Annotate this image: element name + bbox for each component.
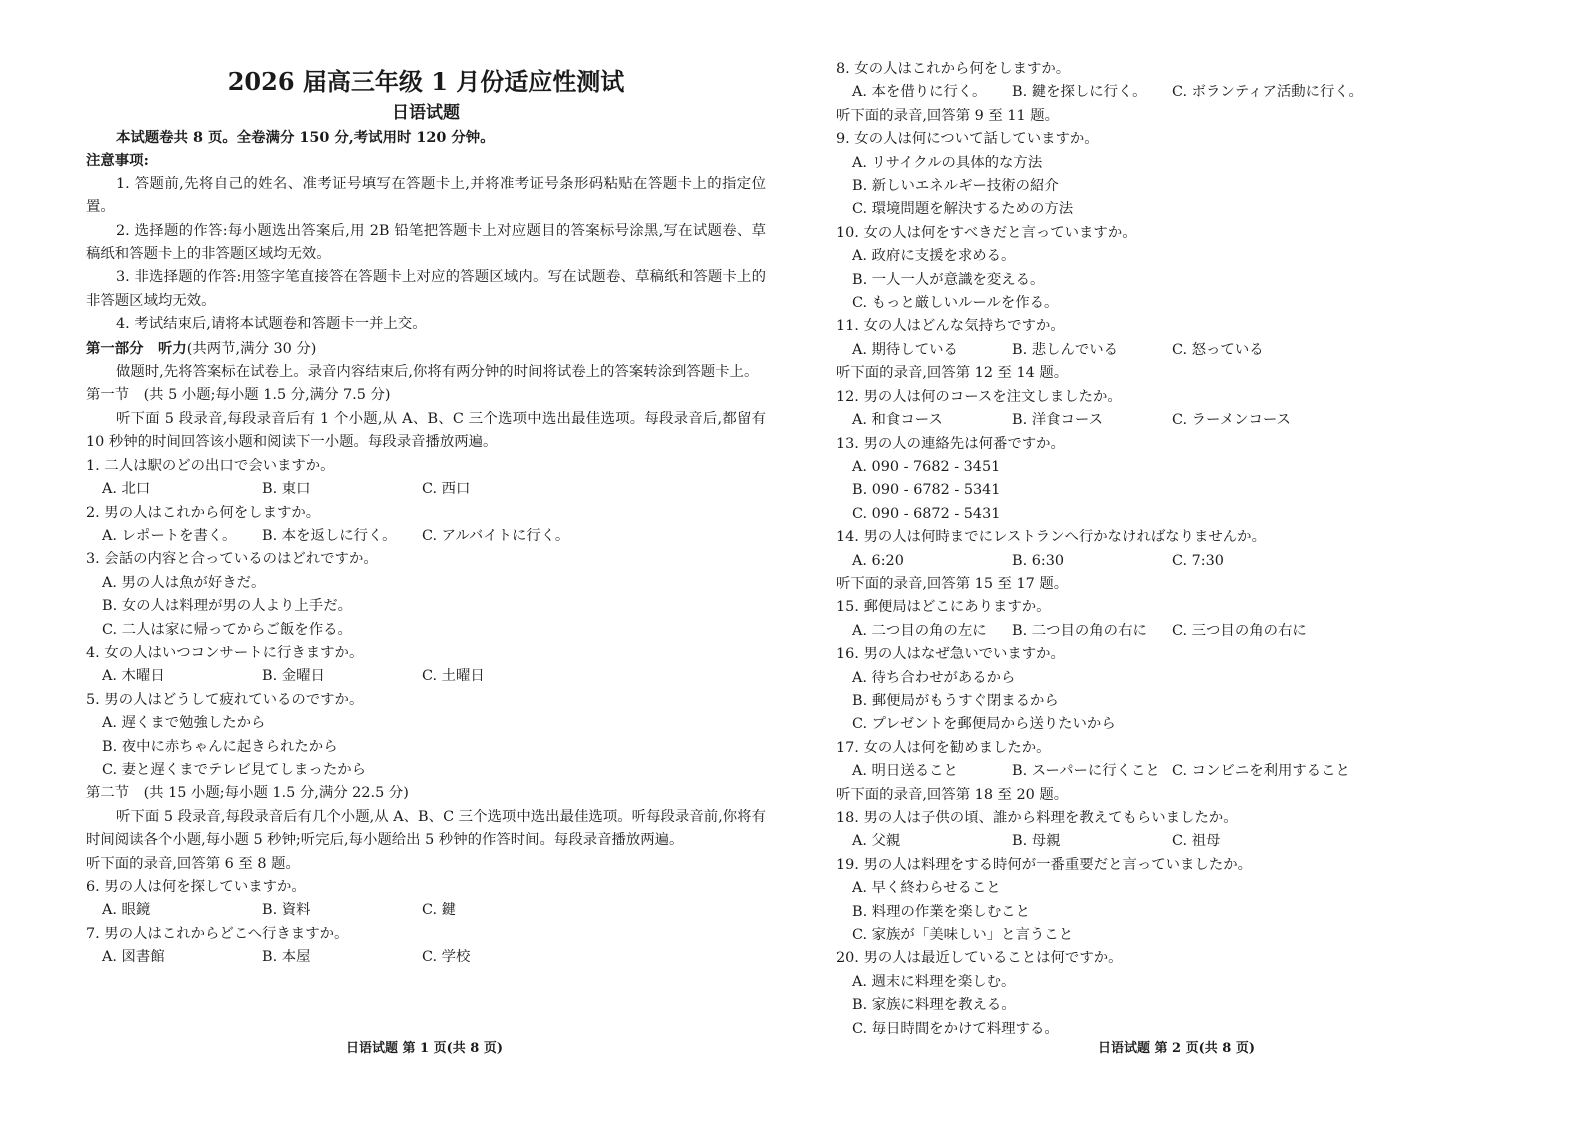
option-a: A. 遅くまで勉強したから: [102, 715, 266, 732]
question-2: 2. 男の人はこれから何をしますか。: [86, 504, 321, 521]
option-b: B. 新しいエネルギー技術の紹介: [852, 178, 1059, 195]
notice-heading: 注意事项:: [86, 152, 149, 170]
option-b: B. 鍵を探しに行く。: [1012, 84, 1147, 101]
option-c: C. 鍵: [422, 902, 457, 919]
option-c: C. 妻と遅くまでテレビ見てしまったから: [102, 761, 367, 778]
notice-item: 4. 考试结束后,请将本试题卷和答题卡一并上交。: [116, 316, 427, 333]
group-instruction: 听下面的录音,回答第 6 至 8 题。: [86, 855, 300, 872]
question-1-options: [86, 478, 766, 501]
question-18-options: [836, 830, 1516, 853]
question-14: 14. 男の人は何時までにレストランへ行かなければなりませんか。: [836, 529, 1266, 546]
group-instruction: 听下面的录音,回答第 18 至 20 题。: [836, 786, 1069, 803]
question-11-options: [836, 339, 1516, 362]
option-b: B. 郵便局がもうすぐ閉まるから: [852, 692, 1059, 709]
question-9: 9. 女の人は何について話していますか。: [836, 131, 1099, 148]
question-6-options: [86, 899, 766, 922]
option-a: A. 父親: [852, 833, 901, 850]
option-a: A. 木曜日: [102, 668, 165, 685]
question-4: 4. 女の人はいつコンサートに行きますか。: [86, 644, 364, 661]
page-1-column: [86, 58, 766, 970]
option-b: B. 本屋: [262, 949, 311, 966]
question-11: 11. 女の人はどんな気持ちですか。: [836, 318, 1065, 335]
section1-heading: 第一节 (共 5 小题;每小题 1.5 分,满分 7.5 分): [86, 387, 391, 404]
option-b: B. 家族に料理を教える。: [852, 997, 1016, 1014]
question-4-options: [86, 665, 766, 688]
question-16: 16. 男の人はなぜ急いでいますか。: [836, 646, 1065, 663]
option-a: A. リサイクルの具体的な方法: [852, 154, 1043, 171]
option-a: A. 明日送ること: [852, 763, 958, 780]
option-c: C. 環境問題を解決するための方法: [852, 201, 1074, 218]
option-a: A. 二つ目の角の左に: [852, 622, 987, 639]
question-3: 3. 会話の内容と合っているのはどれですか。: [86, 551, 378, 568]
notice-item: 1. 答题前,先将自己的姓名、准考证号填写在答题卡上,并将准考证号条形码粘贴在答题卡上的指定位置。: [86, 175, 766, 216]
exam-subtitle: 日语试题: [392, 103, 460, 123]
option-c: C. アルバイトに行く。: [422, 527, 570, 544]
page-2-column: [836, 58, 1516, 1041]
part1-heading: 第一部分 听力: [86, 339, 187, 357]
question-5: 5. 男の人はどうして疲れているのですか。: [86, 691, 364, 708]
option-a: A. 政府に支援を求める。: [852, 248, 1016, 265]
part1-note: (共两节,满分 30 分): [186, 340, 317, 357]
option-a: A. 図書館: [102, 949, 165, 966]
question-17: 17. 女の人は何を勧めましたか。: [836, 739, 1051, 756]
group-instruction: 听下面的录音,回答第 9 至 11 题。: [836, 107, 1060, 124]
question-20: 20. 男の人は最近していることは何ですか。: [836, 950, 1123, 967]
option-a: A. 090 - 7682 - 3451: [852, 458, 1001, 475]
option-c: C. 三つ目の角の右に: [1172, 622, 1307, 639]
option-c: C. 西口: [422, 481, 471, 498]
question-12-options: [836, 409, 1516, 432]
question-19: 19. 男の人は料理をする時何が一番重要だと言っていましたか。: [836, 856, 1253, 873]
option-b: B. 母親: [1012, 833, 1061, 850]
question-17-options: [836, 760, 1516, 783]
question-13: 13. 男の人の連絡先は何番ですか。: [836, 435, 1065, 452]
option-b: B. 東口: [262, 481, 311, 498]
page-1-footer: 日语试题 第 1 页(共 8 页): [346, 1041, 504, 1056]
question-2-options: [86, 525, 766, 548]
notice-item: 3. 非选择题的作答:用签字笔直接答在答题卡上对应的答题区域内。写在试题卷、草稿纸和答题卡上的非答题区域均无效。: [86, 269, 766, 309]
option-b: B. 資料: [262, 902, 311, 919]
part1-heading-line: [86, 337, 766, 361]
question-18: 18. 男の人は子供の頃、誰から料理を教えてもらいましたか。: [836, 810, 1238, 826]
option-b: B. 金曜日: [262, 668, 325, 685]
section2-heading: 第二节 (共 15 小题;每小题 1.5 分,满分 22.5 分): [86, 785, 409, 802]
question-8-options: [836, 81, 1516, 104]
option-b: B. 二つ目の角の右に: [1012, 622, 1147, 639]
notice-item: 2. 选择题的作答:每小题选出答案后,用 2B 铅笔把答题卡上对应题目的答案标号涂黑,写在试题卷、草稿纸和答题卡上的非答题区域均无效。: [86, 222, 766, 263]
option-a: A. 和食コース: [852, 412, 943, 429]
option-b: B. 090 - 6782 - 5341: [852, 482, 1001, 499]
option-c: C. 怒っている: [1172, 341, 1264, 358]
section2-instruction: 听下面 5 段录音,每段录音后有几个小题,从 A、B、C 三个选项中选出最佳选项。听每段录音前,你将有时间阅读各个小题,每小题 5 秒钟;听完后,每小题给出 5 秒钟的作答时间。每段录音播放两遍。: [86, 808, 766, 849]
option-c: C. プレゼントを郵便局から送りたいから: [852, 716, 1116, 733]
group-instruction: 听下面的录音,回答第 12 至 14 题。: [836, 365, 1069, 382]
option-c: C. 土曜日: [422, 668, 485, 685]
option-b: B. 女の人は料理が男の人より上手だ。: [102, 598, 352, 615]
option-b: B. 洋食コース: [1012, 412, 1103, 429]
part1-instruction: 做题时,先将答案标在试卷上。录音内容结束后,你将有两分钟的时间将试卷上的答案转涂到答题卡上。: [116, 364, 759, 381]
option-a: A. 待ち合わせがあるから: [852, 669, 1016, 686]
question-7: 7. 男の人はこれからどこへ行きますか。: [86, 925, 349, 942]
option-b: B. 悲しんでいる: [1012, 341, 1119, 358]
option-c: C. 毎日時間をかけて料理する。: [852, 1020, 1059, 1037]
question-15-options: [836, 620, 1516, 643]
option-b: B. 一人一人が意識を変える。: [852, 271, 1045, 288]
question-10: 10. 女の人は何をすべきだと言っていますか。: [836, 224, 1137, 241]
option-c: C. 二人は家に帰ってからご飯を作る。: [102, 621, 352, 638]
option-a: A. 早く終わらせること: [852, 880, 1001, 897]
option-c: C. ラーメンコース: [1172, 412, 1291, 429]
option-c: C. 7:30: [1172, 552, 1224, 569]
group-instruction: 听下面的录音,回答第 15 至 17 题。: [836, 575, 1069, 592]
question-14-options: [836, 550, 1516, 573]
option-b: B. 6:30: [1012, 552, 1065, 569]
exam-intro: 本试题卷共 8 页。全卷满分 150 分,考试用时 120 分钟。: [116, 129, 495, 146]
option-b: B. 夜中に赤ちゃんに起きられたから: [102, 738, 338, 755]
option-c: C. ボランティア活動に行く。: [1172, 84, 1363, 101]
option-b: B. 本を返しに行く。: [262, 527, 397, 544]
question-15: 15. 郵便局はどこにありますか。: [836, 599, 1051, 616]
option-b: B. 料理の作業を楽しむこと: [852, 903, 1031, 920]
option-c: C. コンビニを利用すること: [1172, 763, 1350, 780]
page-2-footer: 日语试题 第 2 页(共 8 页): [1098, 1041, 1256, 1056]
option-c: C. 090 - 6872 - 5431: [852, 505, 1001, 522]
option-a: A. 男の人は魚が好きだ。: [102, 574, 266, 591]
option-a: A. 眼鏡: [102, 902, 151, 919]
option-a: A. 6:20: [852, 552, 904, 569]
option-c: C. 学校: [422, 949, 471, 966]
option-b: B. スーパーに行くこと: [1012, 763, 1160, 780]
option-a: A. レポートを書く。: [102, 527, 237, 544]
option-a: A. 北口: [102, 481, 151, 498]
question-1: 1. 二人は駅のどの出口で会いますか。: [86, 457, 335, 474]
question-6: 6. 男の人は何を探していますか。: [86, 879, 306, 895]
option-a: A. 本を借りに行く。: [852, 84, 987, 101]
question-12: 12. 男の人は何のコースを注文しましたか。: [836, 388, 1122, 405]
question-8: 8. 女の人はこれから何をしますか。: [836, 61, 1071, 77]
section1-instruction: 听下面 5 段录音,每段录音后有 1 个小题,从 A、B、C 三个选项中选出最佳选项。每段录音后,都留有 10 秒钟的时间回答该小题和阅读下一小题。每段录音播放两遍。: [86, 410, 766, 451]
option-a: A. 週末に料理を楽しむ。: [852, 973, 1016, 990]
question-7-options: [86, 946, 766, 969]
option-c: C. 家族が「美味しい」と言うこと: [852, 927, 1074, 944]
option-c: C. 祖母: [1172, 833, 1221, 850]
option-a: A. 期待している: [852, 341, 958, 358]
option-c: C. もっと厳しいルールを作る。: [852, 295, 1059, 312]
exam-title: 2026 届高三年级 1 月份适应性测试: [227, 67, 625, 96]
